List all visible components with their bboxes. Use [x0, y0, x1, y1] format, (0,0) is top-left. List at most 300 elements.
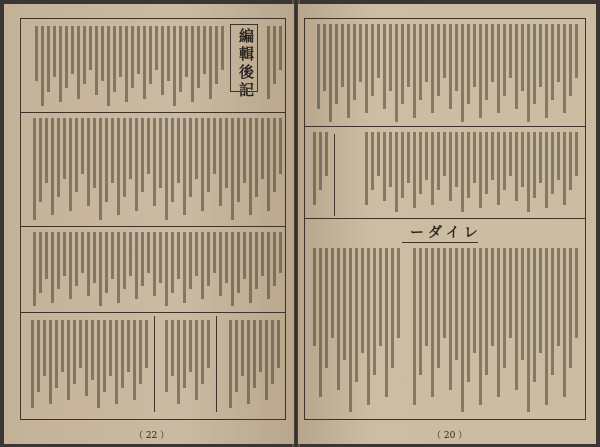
text-line: [99, 118, 102, 220]
text-line: [355, 248, 358, 382]
text-line: [563, 132, 566, 205]
section-header-title: 編輯後記: [237, 28, 255, 100]
text-line: [201, 232, 204, 299]
text-line: [563, 248, 566, 397]
text-line: [125, 26, 128, 102]
text-line: [33, 118, 36, 220]
text-line: [569, 24, 572, 96]
text-line: [377, 24, 380, 78]
text-line: [473, 132, 476, 183]
text-block-right-top: [310, 24, 578, 122]
text-line: [533, 132, 536, 198]
text-line: [153, 118, 156, 206]
text-line: [207, 232, 210, 286]
text-line: [575, 132, 578, 176]
left-divider-2: [20, 226, 285, 227]
text-line: [63, 118, 66, 179]
text-line: [249, 118, 252, 215]
text-line: [277, 320, 280, 368]
text-line: [443, 24, 446, 78]
text-line: [63, 232, 66, 276]
text-line: [59, 26, 62, 102]
text-line: [325, 248, 328, 368]
text-line: [113, 26, 116, 92]
text-line: [139, 320, 142, 384]
text-line: [267, 26, 270, 99]
text-line: [461, 248, 464, 412]
text-line: [479, 132, 482, 208]
text-line: [491, 24, 494, 82]
text-line: [373, 248, 376, 375]
text-line: [503, 248, 506, 368]
text-line: [183, 232, 186, 303]
text-line: [197, 26, 200, 88]
text-line: [51, 118, 54, 215]
text-line: [551, 132, 554, 194]
text-line: [279, 26, 282, 70]
text-line: [509, 24, 512, 78]
text-line: [455, 132, 458, 187]
text-line: [323, 24, 326, 91]
text-line: [413, 248, 416, 405]
text-line: [419, 132, 422, 194]
text-line: [235, 320, 238, 392]
text-line: [195, 118, 198, 179]
text-line: [485, 132, 488, 194]
text-block-right-middle-b: [358, 132, 578, 212]
text-line: [467, 132, 470, 198]
text-line: [261, 232, 264, 276]
text-line: [81, 232, 84, 273]
text-line: [45, 118, 48, 183]
text-line: [191, 26, 194, 102]
text-line: [503, 24, 506, 96]
text-line: [57, 232, 60, 289]
text-line: [533, 24, 536, 104]
text-line: [449, 248, 452, 390]
text-line: [43, 320, 46, 376]
left-divider-1: [20, 112, 285, 113]
text-line: [147, 118, 150, 174]
text-line: [359, 24, 362, 82]
text-line: [455, 248, 458, 360]
text-line: [231, 232, 234, 306]
text-line: [67, 320, 70, 400]
text-line: [431, 24, 434, 113]
text-line: [75, 118, 78, 192]
text-line: [407, 24, 410, 87]
text-line: [545, 24, 548, 118]
text-line: [255, 118, 258, 197]
text-line: [115, 320, 118, 404]
text-line: [329, 24, 332, 122]
text-line: [515, 24, 518, 109]
text-line: [135, 118, 138, 211]
text-line: [443, 248, 446, 338]
text-line: [201, 320, 204, 384]
text-line: [437, 248, 440, 368]
text-line: [255, 232, 258, 289]
text-line: [159, 118, 162, 188]
text-line: [237, 118, 240, 202]
text-line: [201, 118, 204, 211]
text-line: [509, 248, 512, 338]
text-line: [401, 132, 404, 198]
text-line: [111, 232, 114, 279]
text-line: [473, 248, 476, 353]
text-line: [53, 26, 56, 77]
text-line: [349, 248, 352, 412]
column-title-underline: [402, 242, 478, 243]
text-line: [265, 320, 268, 400]
text-line: [33, 232, 36, 306]
text-line: [419, 24, 422, 100]
text-line: [497, 132, 500, 205]
right-page: [298, 4, 596, 444]
text-line: [37, 320, 40, 392]
text-line: [389, 132, 392, 187]
text-line: [533, 248, 536, 382]
text-line: [377, 132, 380, 176]
text-line: [189, 232, 192, 289]
text-line: [141, 232, 144, 286]
text-line: [335, 24, 338, 104]
text-line: [273, 232, 276, 286]
text-line: [31, 320, 34, 408]
text-line: [101, 26, 104, 81]
text-line: [167, 26, 170, 81]
text-line: [395, 132, 398, 212]
text-line: [81, 118, 84, 174]
text-line: [183, 320, 186, 388]
text-line: [557, 24, 560, 82]
text-line: [155, 26, 158, 70]
text-line: [207, 320, 210, 368]
text-line: [325, 132, 328, 176]
text-line: [569, 248, 572, 368]
text-line: [551, 248, 554, 375]
text-line: [39, 118, 42, 202]
text-line: [485, 248, 488, 375]
text-line: [117, 232, 120, 303]
text-line: [243, 232, 246, 279]
text-line: [539, 248, 542, 353]
right-divider-1: [304, 126, 585, 127]
text-line: [159, 232, 162, 283]
text-line: [365, 24, 368, 113]
text-line: [271, 320, 274, 384]
text-line: [221, 26, 224, 70]
text-line: [135, 232, 138, 299]
text-line: [185, 26, 188, 77]
text-line: [189, 118, 192, 197]
left-divider-3: [20, 312, 285, 313]
text-line: [337, 248, 340, 390]
text-line: [165, 118, 168, 220]
text-line: [437, 132, 440, 190]
text-line: [103, 320, 106, 392]
price-block: [162, 320, 210, 408]
text-line: [347, 24, 350, 118]
text-line: [229, 320, 232, 408]
text-line: [425, 24, 428, 82]
text-line: [177, 320, 180, 404]
text-line: [497, 248, 500, 397]
text-line: [225, 118, 228, 188]
text-line: [173, 26, 176, 106]
text-line: [177, 118, 180, 183]
text-line: [99, 232, 102, 306]
right-divider-2: [304, 218, 585, 219]
text-line: [569, 132, 572, 190]
text-line: [147, 232, 150, 273]
text-line: [551, 24, 554, 100]
text-line: [509, 132, 512, 176]
text-line: [87, 118, 90, 206]
text-line: [527, 24, 530, 122]
text-line: [41, 26, 44, 106]
text-line: [231, 118, 234, 220]
text-line: [383, 24, 386, 109]
text-line: [179, 26, 182, 92]
text-line: [437, 24, 440, 96]
text-line: [361, 248, 364, 353]
text-line: [51, 232, 54, 303]
text-line: [165, 232, 168, 306]
text-line: [203, 26, 206, 74]
header-title-box: [230, 24, 258, 92]
text-line: [129, 118, 132, 179]
text-line: [443, 132, 446, 176]
text-line: [213, 232, 216, 273]
text-line: [243, 118, 246, 183]
text-block-left-lower: [28, 232, 282, 306]
text-block-left-middle: [28, 118, 282, 220]
text-line: [431, 248, 434, 397]
text-block-right-lower-a: [310, 248, 400, 412]
text-line: [95, 26, 98, 95]
text-line: [71, 26, 74, 74]
text-line: [69, 232, 72, 299]
text-line: [143, 26, 146, 99]
text-line: [249, 232, 252, 303]
text-line: [431, 132, 434, 205]
text-line: [97, 320, 100, 408]
text-line: [539, 24, 542, 87]
text-line: [317, 24, 320, 109]
text-line: [521, 132, 524, 187]
text-line: [129, 232, 132, 276]
text-line: [449, 132, 452, 201]
text-line: [161, 26, 164, 95]
text-line: [153, 232, 156, 296]
text-line: [419, 248, 422, 375]
text-line: [395, 24, 398, 122]
left-page: [4, 4, 294, 444]
text-line: [109, 320, 112, 376]
text-line: [521, 248, 524, 360]
text-line: [105, 232, 108, 293]
text-block-left-top-a: [28, 26, 224, 106]
text-line: [111, 118, 114, 183]
text-line: [91, 320, 94, 380]
text-line: [89, 26, 92, 70]
text-line: [127, 320, 130, 372]
text-line: [261, 118, 264, 179]
text-line: [491, 132, 494, 180]
text-block-left-top-b: [262, 26, 282, 106]
text-line: [497, 24, 500, 113]
text-line: [35, 26, 38, 81]
text-line: [39, 232, 42, 293]
text-line: [527, 248, 530, 412]
text-line: [145, 320, 148, 368]
text-line: [61, 320, 64, 372]
text-line: [85, 320, 88, 396]
text-line: [385, 248, 388, 397]
text-line: [365, 132, 368, 205]
text-line: [247, 320, 250, 404]
text-line: [371, 24, 374, 96]
text-line: [461, 24, 464, 122]
text-line: [267, 118, 270, 211]
text-line: [69, 118, 72, 211]
left-page-number: （ 22 ）: [134, 431, 170, 441]
text-line: [461, 132, 464, 212]
blank-column-rule: [334, 134, 335, 216]
text-line: [557, 248, 560, 346]
text-line: [55, 320, 58, 388]
text-line: [391, 248, 394, 368]
text-line: [273, 26, 276, 84]
text-line: [133, 320, 136, 400]
text-line: [383, 132, 386, 201]
text-line: [105, 118, 108, 202]
text-line: [341, 24, 344, 87]
text-block-right-lower-b: [406, 248, 578, 412]
text-line: [215, 26, 218, 84]
text-line: [527, 132, 530, 212]
text-line: [273, 118, 276, 192]
text-line: [241, 320, 244, 376]
text-line: [119, 26, 122, 77]
text-line: [73, 320, 76, 384]
colophon-block-left: [28, 320, 148, 408]
text-line: [107, 26, 110, 106]
text-line: [413, 132, 416, 208]
text-line: [87, 232, 90, 296]
text-line: [279, 232, 282, 273]
text-line: [83, 26, 86, 84]
text-line: [353, 24, 356, 100]
right-page-number: （ 20 ）: [432, 431, 468, 441]
text-line: [379, 248, 382, 346]
text-line: [75, 232, 78, 286]
text-line: [117, 118, 120, 215]
text-line: [491, 248, 494, 346]
text-line: [515, 248, 518, 390]
text-line: [575, 248, 578, 338]
text-line: [137, 26, 140, 74]
text-line: [149, 26, 152, 84]
text-line: [213, 118, 216, 174]
text-line: [425, 132, 428, 180]
text-line: [207, 118, 210, 192]
text-line: [171, 232, 174, 293]
text-line: [253, 320, 256, 388]
text-line: [521, 24, 524, 91]
text-line: [279, 118, 282, 174]
text-line: [425, 248, 428, 346]
text-line: [141, 118, 144, 192]
text-line: [485, 24, 488, 100]
text-line: [545, 132, 548, 208]
text-line: [503, 132, 506, 190]
text-line: [219, 118, 222, 206]
text-line: [183, 118, 186, 215]
text-line: [545, 248, 548, 405]
text-line: [123, 232, 126, 289]
text-line: [209, 26, 212, 99]
text-line: [343, 248, 346, 360]
text-line: [371, 132, 374, 190]
text-line: [47, 26, 50, 92]
text-line: [189, 320, 192, 372]
text-line: [367, 248, 370, 405]
text-line: [57, 118, 60, 197]
text-line: [171, 118, 174, 202]
text-line: [165, 320, 168, 392]
text-line: [195, 320, 198, 400]
text-line: [49, 320, 52, 404]
text-line: [225, 232, 228, 283]
text-line: [449, 24, 452, 109]
text-line: [123, 118, 126, 197]
text-line: [319, 248, 322, 397]
text-line: [237, 232, 240, 293]
text-line: [65, 26, 68, 88]
text-line: [389, 24, 392, 91]
text-line: [331, 248, 334, 338]
text-line: [177, 232, 180, 279]
colophon-separator-2: [216, 316, 217, 412]
text-line: [45, 232, 48, 279]
text-line: [479, 24, 482, 118]
text-line: [259, 320, 262, 372]
text-line: [313, 132, 316, 205]
text-line: [455, 24, 458, 91]
text-block-right-middle-a: [310, 132, 328, 212]
text-line: [407, 132, 410, 183]
publisher-block: [222, 320, 280, 408]
text-line: [171, 320, 174, 376]
text-line: [557, 132, 560, 180]
text-line: [575, 24, 578, 78]
text-line: [413, 24, 416, 118]
text-line: [93, 118, 96, 188]
text-line: [131, 26, 134, 88]
text-line: [401, 24, 404, 104]
text-line: [79, 320, 82, 368]
column-title: ーダイレ: [410, 225, 482, 241]
text-line: [121, 320, 124, 388]
text-line: [77, 26, 80, 99]
text-line: [479, 248, 482, 405]
text-line: [219, 232, 222, 296]
text-line: [467, 248, 470, 382]
text-line: [467, 24, 470, 104]
text-line: [397, 248, 400, 338]
